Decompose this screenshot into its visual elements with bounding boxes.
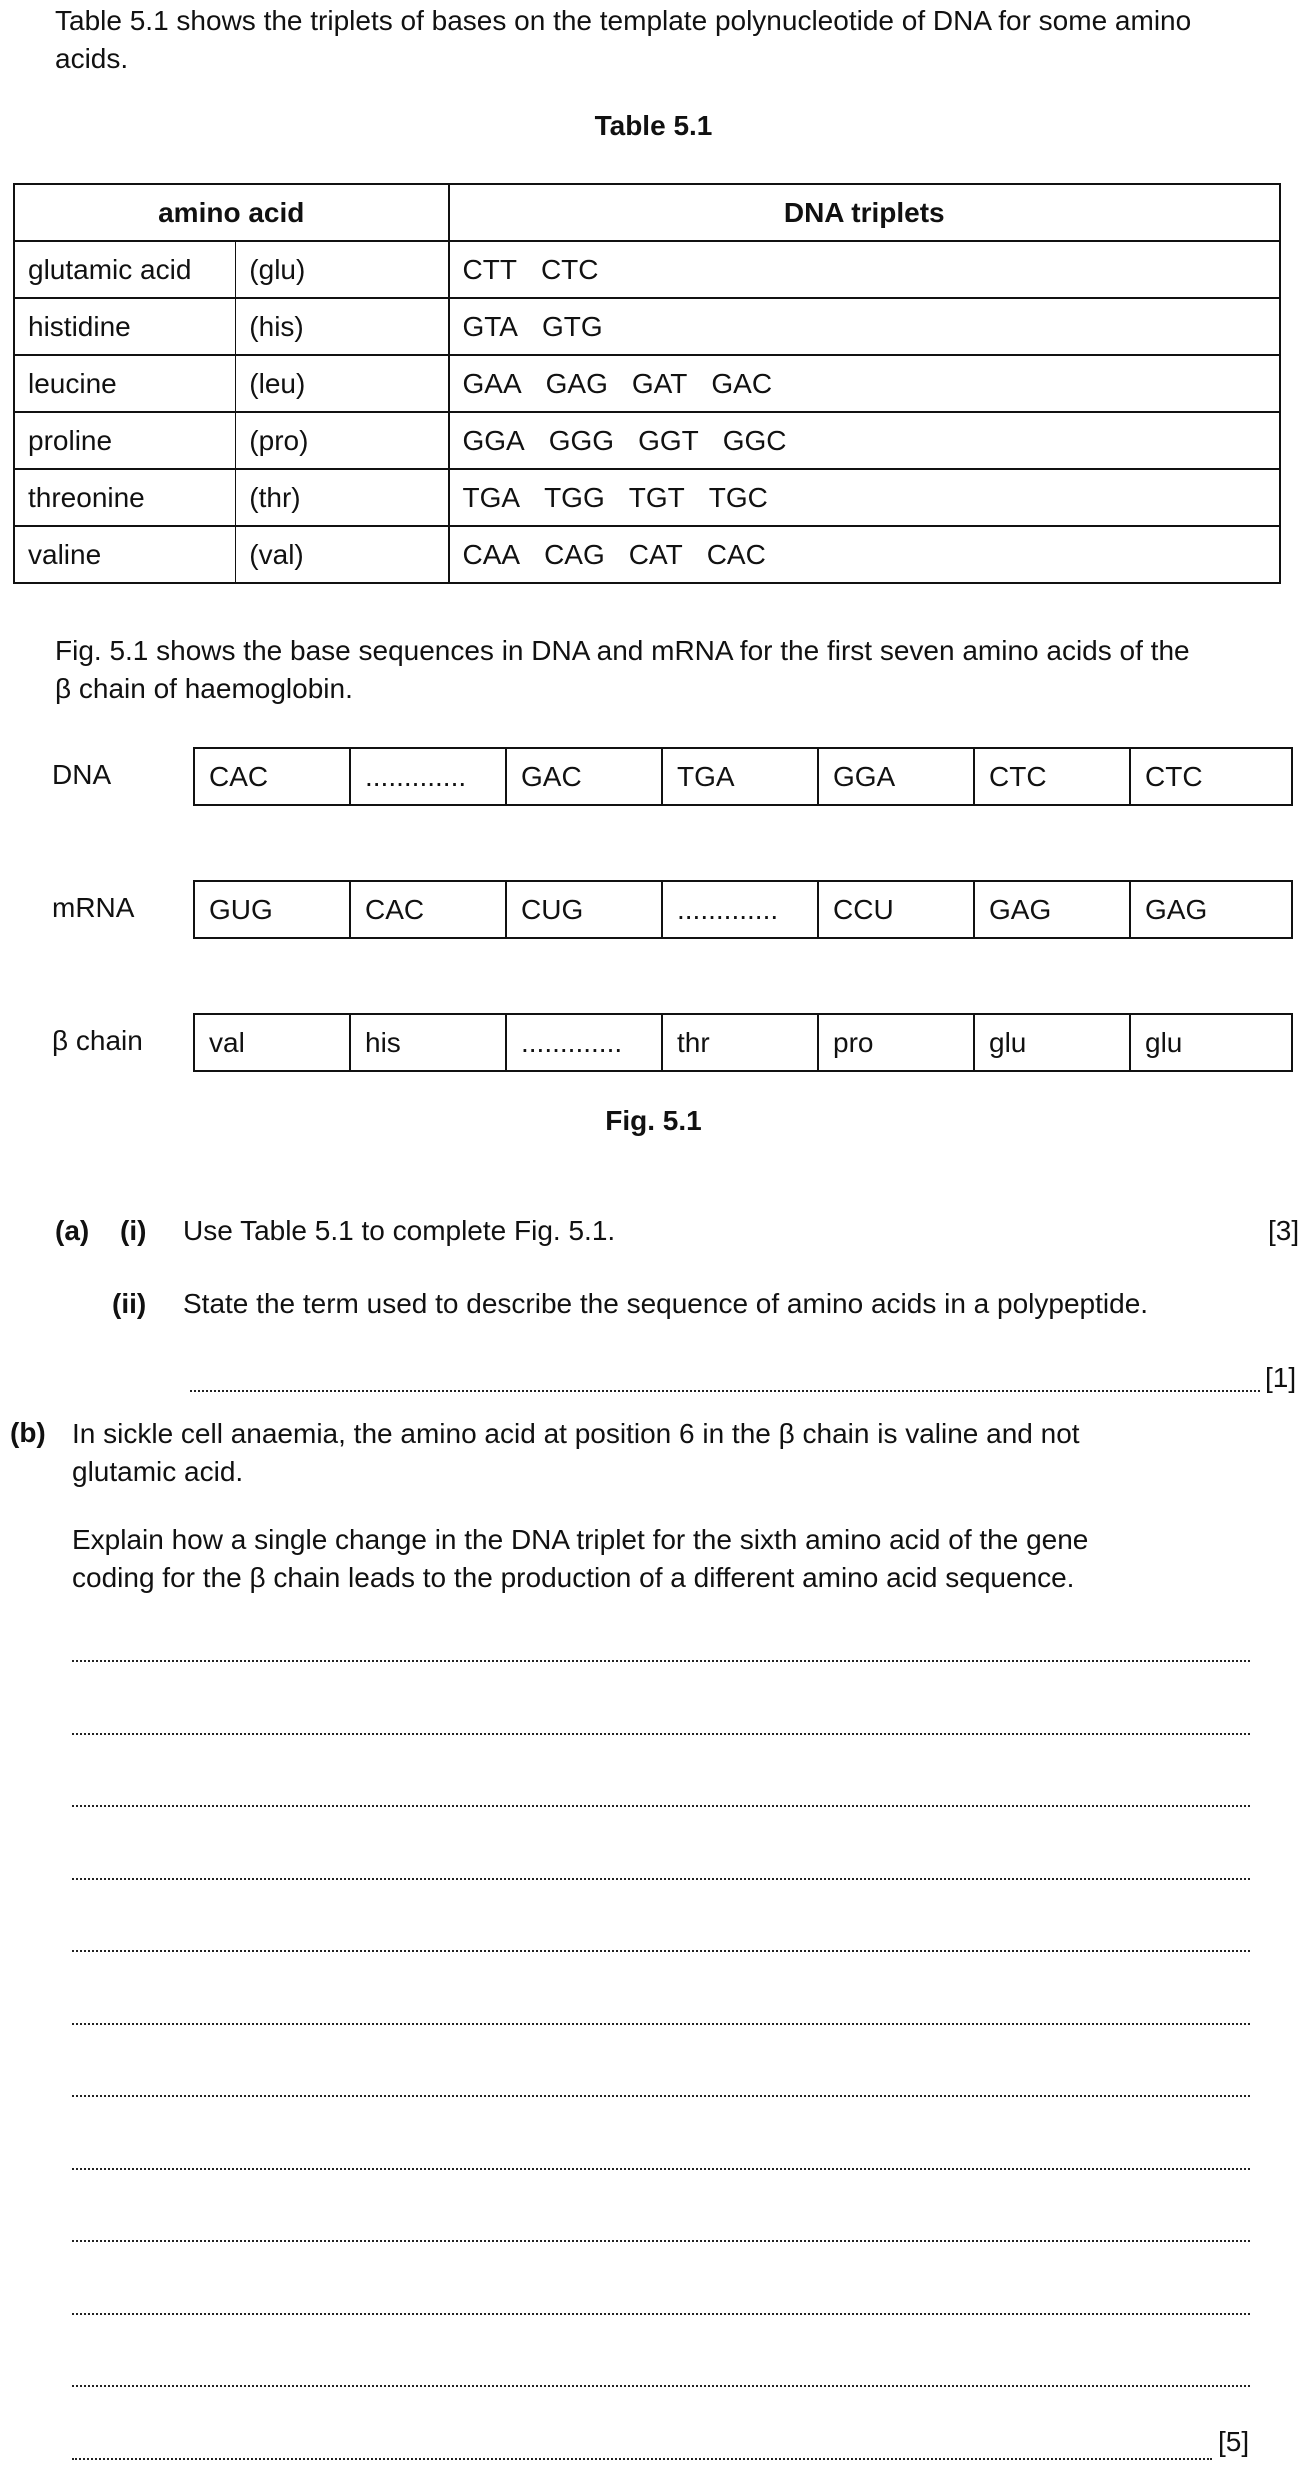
amino-acid-name: valine (14, 526, 236, 583)
header-amino-acid: amino acid (14, 184, 449, 241)
blank-answer-cell[interactable]: ............. (507, 1015, 663, 1070)
triplet: TGT (628, 481, 685, 513)
table-caption: Table 5.1 (594, 110, 713, 141)
sequence-row (193, 880, 1293, 939)
sequence-cell: CUG (507, 882, 663, 937)
triplet: GAG (545, 367, 608, 399)
sequence-cell: GUG (195, 882, 351, 937)
part-a-i-label: (i) (120, 1215, 147, 1246)
triplet: GAC (711, 367, 773, 399)
answer-line[interactable] (72, 1950, 1250, 1952)
part-a-ii-marks: [1] (1265, 1362, 1297, 1393)
triplet: GGC (722, 424, 787, 456)
dna-triplets (449, 298, 1281, 355)
amino-acid-name: glutamic acid (14, 241, 236, 298)
answer-line[interactable] (72, 2023, 1250, 2025)
triplet: GAT (631, 367, 688, 399)
dna-triplets (449, 412, 1281, 469)
triplet: CAC (706, 538, 766, 570)
dna-triplets (449, 526, 1281, 583)
part-b-text-1: In sickle cell anaemia, the amino acid at position 6 in the β chain is valine and not glutamic acid. (72, 1418, 1080, 1487)
sequence-cell: glu (975, 1015, 1131, 1070)
sequence-row (193, 1013, 1293, 1072)
amino-acid-abbr: (leu) (236, 355, 449, 412)
answer-line[interactable] (72, 1733, 1250, 1735)
part-b-marks: [5] (1218, 2426, 1250, 2457)
sequence-cell: GAG (1145, 893, 1208, 925)
answer-line[interactable] (72, 2385, 1250, 2387)
header-dna-triplets: DNA triplets (449, 184, 1281, 241)
blank-answer-cell[interactable]: ............. (663, 882, 819, 937)
triplet: GAA (462, 367, 522, 399)
blank-answer-cell[interactable]: ............. (351, 749, 507, 804)
part-a-label: (a) (55, 1215, 90, 1246)
dna-triplets (449, 241, 1281, 298)
sequence-cell: his (351, 1015, 507, 1070)
triplet: GGG (548, 424, 615, 456)
table-row (14, 412, 1280, 469)
triplet: TGG (544, 481, 605, 513)
sequence-cell: GGA (819, 749, 975, 804)
triplet: CAT (628, 538, 683, 570)
triplet: GTG (541, 310, 603, 342)
amino-acid-name: proline (14, 412, 236, 469)
triplet: CAA (462, 538, 521, 570)
figure-intro-text: Fig. 5.1 shows the base sequences in DNA and mRNA for the first seven amino acids of the β chain of haemoglobin. (55, 635, 1190, 704)
dna-triplets (449, 355, 1281, 412)
amino-acid-abbr: (glu) (236, 241, 449, 298)
sequence-cell: CAC (351, 882, 507, 937)
table-row (14, 298, 1280, 355)
amino-acid-name: leucine (14, 355, 236, 412)
sequence-row (193, 747, 1293, 806)
amino-acid-abbr: (his) (236, 298, 449, 355)
part-a-i-text: Use Table 5.1 to complete Fig. 5.1. (183, 1215, 616, 1246)
sequence-cell: pro (819, 1015, 975, 1070)
part-a-ii-label: (ii) (112, 1288, 147, 1319)
part-a-ii-text: State the term used to describe the sequence of amino acids in a polypeptide. (183, 1288, 1149, 1319)
amino-acid-table (13, 183, 1281, 584)
sequence-cell: GAG (975, 882, 1131, 937)
answer-line-a-ii[interactable] (190, 1390, 1260, 1392)
triplet: TGC (708, 481, 768, 513)
amino-acid-abbr: (thr) (236, 469, 449, 526)
answer-line[interactable] (72, 1660, 1250, 1662)
sequence-row-label: mRNA (52, 892, 135, 923)
intro-text: Table 5.1 shows the triplets of bases on the template polynucleotide of DNA for some amino acids. (55, 5, 1192, 74)
part-b-label: (b) (10, 1417, 46, 1448)
amino-acid-name: histidine (14, 298, 236, 355)
amino-acid-abbr: (pro) (236, 412, 449, 469)
sequence-row-label: β chain (52, 1025, 143, 1056)
amino-acid-abbr: (val) (236, 526, 449, 583)
dna-triplets (449, 469, 1281, 526)
table-row (14, 355, 1280, 412)
answer-line[interactable] (72, 1805, 1250, 1807)
sequence-cell: val (195, 1015, 351, 1070)
sequence-cell: CTC (1145, 760, 1203, 792)
sequence-cell: CTC (975, 749, 1131, 804)
sequence-cell: thr (663, 1015, 819, 1070)
part-b-text-2: Explain how a single change in the DNA triplet for the sixth amino acid of the gene coding for the β chain leads to the production of a different amino acid sequence. (72, 1524, 1089, 1593)
amino-acid-name: threonine (14, 469, 236, 526)
table-row (14, 526, 1280, 583)
part-a-i-marks: [3] (1268, 1215, 1300, 1246)
answer-line[interactable] (72, 2458, 1212, 2460)
figure-caption: Fig. 5.1 (605, 1105, 702, 1136)
triplet: CTT (462, 253, 517, 285)
answer-line[interactable] (72, 2168, 1250, 2170)
answer-line[interactable] (72, 2095, 1250, 2097)
sequence-cell: GAC (507, 749, 663, 804)
sequence-cell: CCU (819, 882, 975, 937)
sequence-cell: TGA (663, 749, 819, 804)
triplet: GGA (462, 424, 525, 456)
triplet: TGA (462, 481, 521, 513)
answer-line[interactable] (72, 1878, 1250, 1880)
answer-line[interactable] (72, 2313, 1250, 2315)
sequence-row-label: DNA (52, 759, 112, 790)
triplet: GTA (462, 310, 518, 342)
triplet: CAG (544, 538, 605, 570)
sequence-cell: CAC (195, 749, 351, 804)
table-row (14, 469, 1280, 526)
table-row (14, 241, 1280, 298)
triplet: CTC (540, 253, 599, 285)
sequence-cell: glu (1145, 1026, 1183, 1058)
answer-line[interactable] (72, 2240, 1250, 2242)
triplet: GGT (638, 424, 699, 456)
